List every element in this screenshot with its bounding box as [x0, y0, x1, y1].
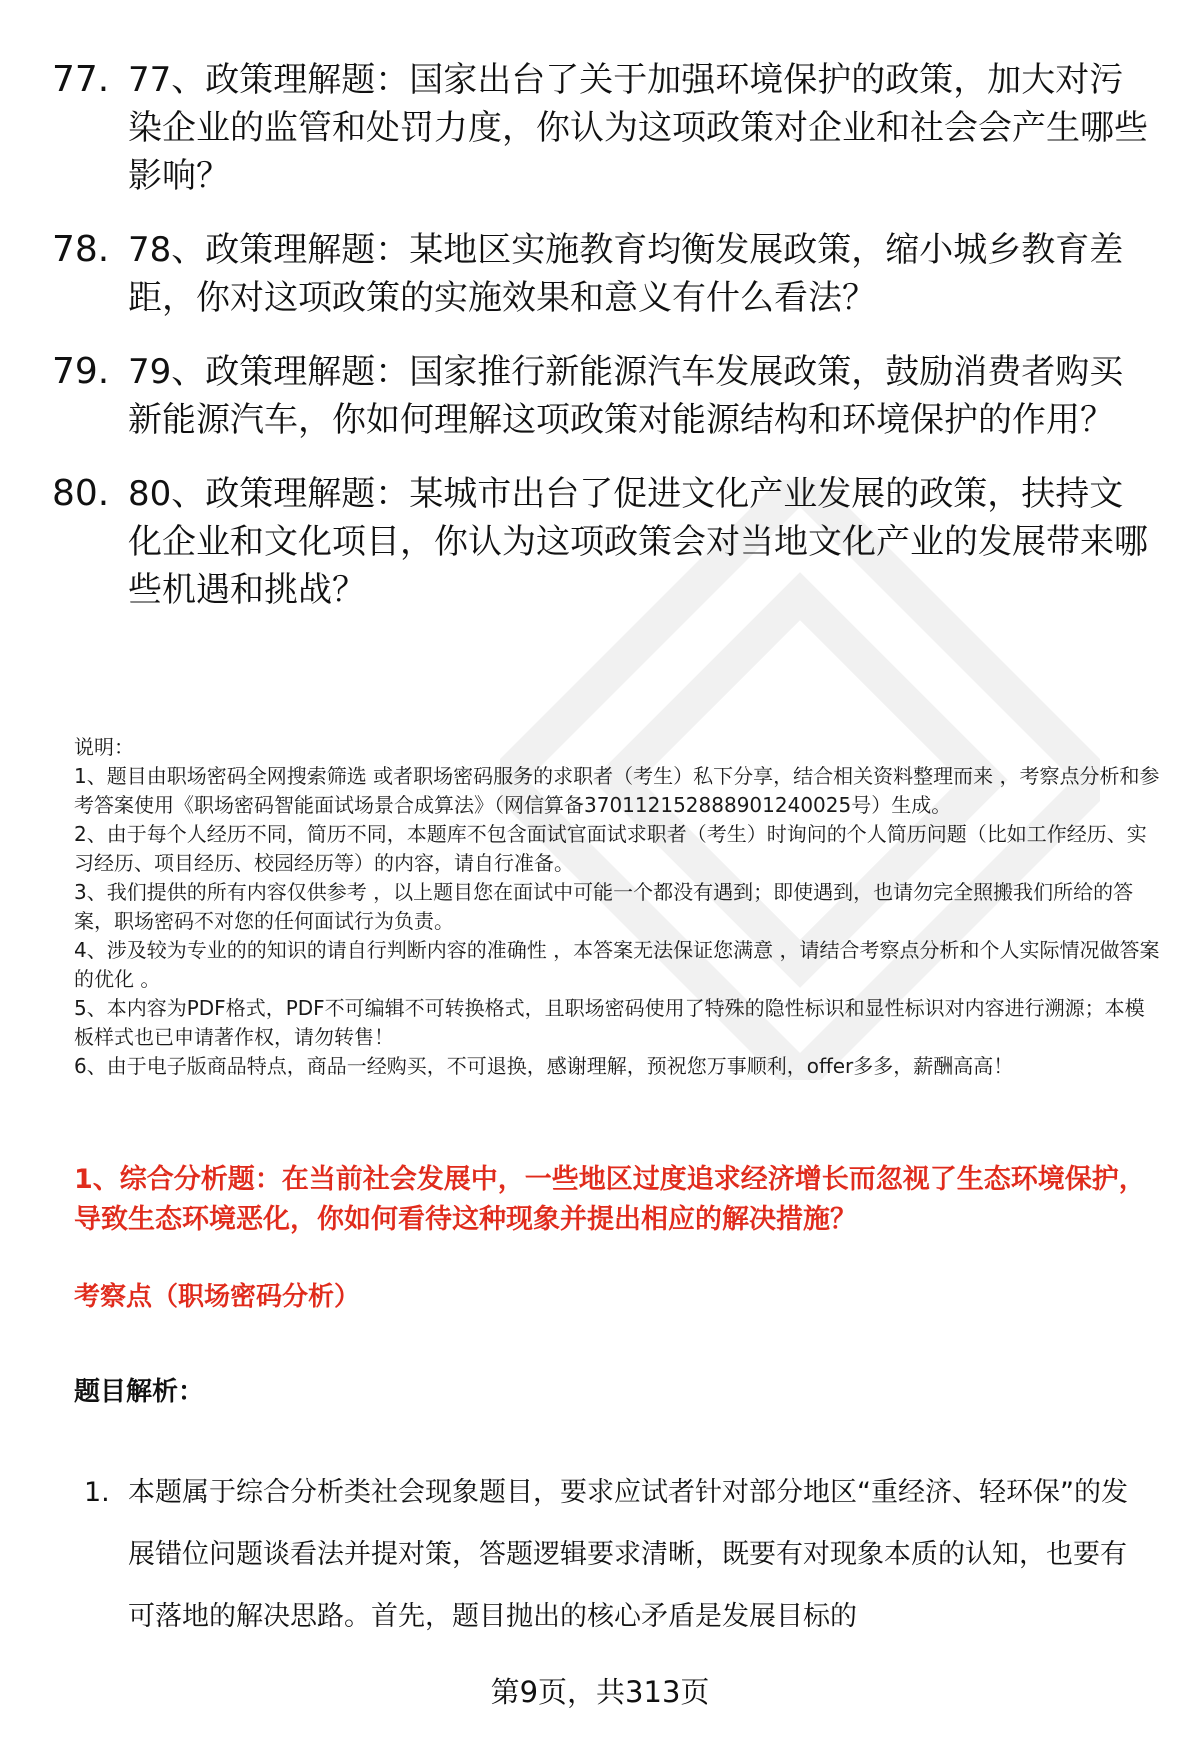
analysis-number: 1. [84, 1477, 110, 1508]
note-item: 6、由于电子版商品特点，商品一经购买，不可退换，感谢理解，预祝您万事顺利，offer多多，薪酬高高！ [74, 1054, 1014, 1078]
question-item [52, 470, 1162, 614]
question-text: 77、政策理解题：国家出台了关于加强环境保护的政策，加大对污染企业的监管和处罚力度，你认为这项政策对企业和社会会产生哪些影响？ [128, 60, 1148, 196]
note-item: 3、我们提供的所有内容仅供参考 ，以上题目您在面试中可能一个都没有遇到；即使遇到，也请勿完全照搬我们所给的答案，职场密码不对您的任何面试行为负责。 [74, 880, 1134, 933]
question-number: 80. [52, 473, 110, 514]
question-list [52, 56, 1162, 640]
page-footer: 第9页，共313页 [490, 1675, 710, 1709]
notes-title: 说明： [74, 735, 134, 759]
kaochadian-heading: 考察点（职场密码分析） [74, 1282, 361, 1312]
analysis-heading: 题目解析： [74, 1377, 205, 1407]
question-number: 78. [52, 229, 110, 270]
note-item: 4、涉及较为专业的的知识的请自行判断内容的准确性 ，本答案无法保证您满意 ，请结合考察点分析和个人实际情况做答案的优化 。 [74, 938, 1160, 991]
notes-section [74, 733, 1164, 1081]
question-item [52, 348, 1162, 444]
question-item [52, 226, 1162, 322]
question-number: 79. [52, 351, 110, 392]
analysis-item [84, 1462, 1154, 1648]
note-item: 1、题目由职场密码全网搜索筛选 或者职场密码服务的求职者（考生）私下分享，结合相关资料整理而来 ，考察点分析和参考答案使用《职场密码智能面试场景合成算法》（网信算备370112152888901240025号）生成。 [74, 764, 1160, 817]
question-text: 80、政策理解题：某城市出台了促进文化产业发展的政策，扶持文化企业和文化项目，你认为这项政策会对当地文化产业的发展带来哪些机遇和挑战？ [128, 474, 1148, 610]
note-item: 5、本内容为PDF格式，PDF不可编辑不可转换格式，且职场密码使用了特殊的隐性标识和显性标识对内容进行溯源；本模板样式也已申请著作权，请勿转售！ [74, 996, 1145, 1049]
question-text: 79、政策理解题：国家推行新能源汽车发展政策，鼓励消费者购买新能源汽车，你如何理解这项政策对能源结构和环境保护的作用？ [128, 352, 1124, 440]
note-item: 2、由于每个人经历不同，简历不同，本题库不包含面试官面试求职者（考生）时询问的个人简历问题（比如工作经历、实习经历、项目经历、校园经历等）的内容，请自行准备。 [74, 822, 1147, 875]
question-item [52, 56, 1162, 200]
question-number: 77. [52, 59, 110, 100]
featured-question: 1、综合分析题：在当前社会发展中，一些地区过度追求经济增长而忽视了生态环境保护，导致生态环境恶化，你如何看待这种现象并提出相应的解决措施？ [74, 1164, 1146, 1235]
question-text: 78、政策理解题：某地区实施教育均衡发展政策，缩小城乡教育差距，你对这项政策的实施效果和意义有什么看法？ [128, 230, 1124, 318]
analysis-text: 本题属于综合分析类社会现象题目，要求应试者针对部分地区“重经济、轻环保”的发展错位问题谈看法并提对策，答题逻辑要求清晰，既要有对现象本质的认知，也要有可落地的解决思路。首先，题目抛出的核心矛盾是发展目标的 [128, 1477, 1128, 1632]
